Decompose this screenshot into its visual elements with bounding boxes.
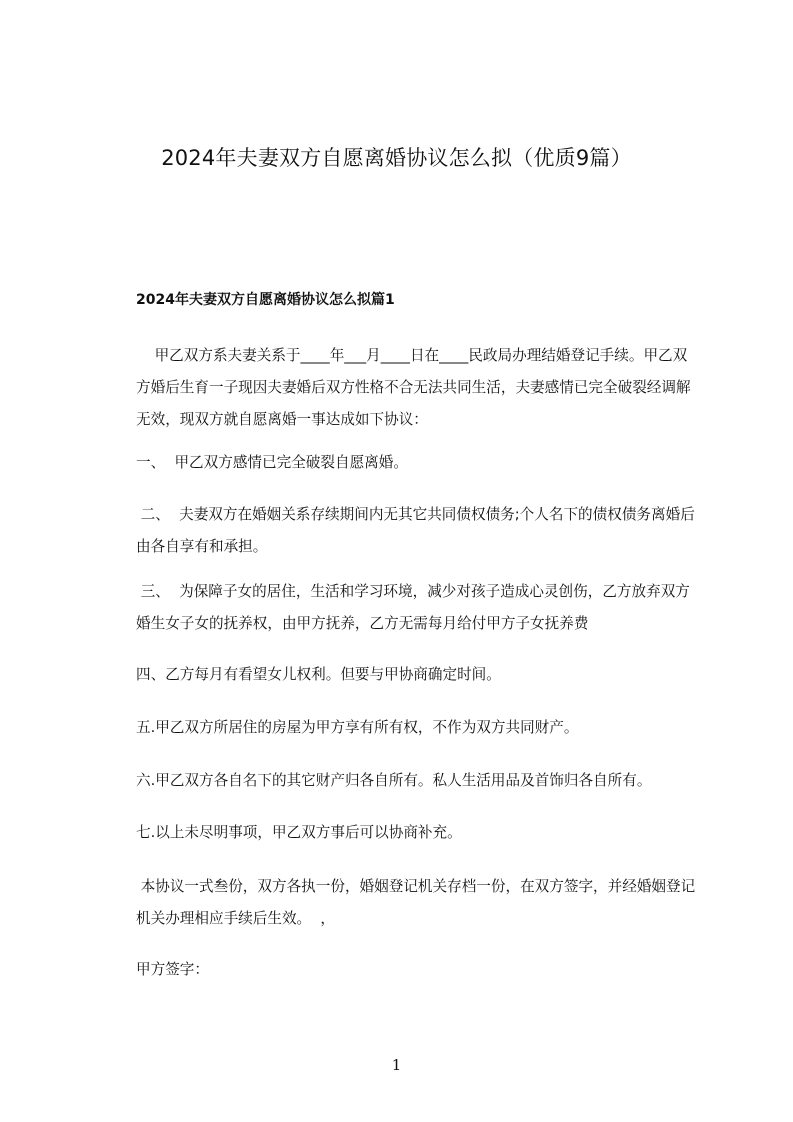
clause-5: 五.甲乙双方所居住的房屋为甲方享有所有权，不作为双方共同财产。 [136, 719, 579, 736]
clause-6: 六.甲乙双方各自名下的其它财产归各自所有。私人生活用品及首饰归各自所有。 [136, 772, 652, 789]
clause-3: 三、 为保障子女的居住，生活和学习环境，减少对孩子造成心灵创伤，乙方放弃双方婚生女子女的抚养权，由甲方抚养，乙方无需每月给付甲方子女抚养费 [136, 583, 690, 632]
closing-paragraph: 本协议一式叁份，双方各执一份，婚姻登记机关存档一份，在双方签字，并经婚姻登记机关办理相应手续后生效。 ， [136, 878, 696, 927]
intro-paragraph: 甲乙双方系夫妻关系于____年___月____日在____民政局办理结婚登记手续。甲乙双方婚后生育一子现因夫妻婚后双方性格不合无法共同生活，夫妻感情已完全破裂经调解无效，现双方就自愿离婚一事达成如下协议： [136, 347, 691, 428]
page-number: 1 [391, 1056, 402, 1074]
document-title: 2024年夫妻双方自愿离婚协议怎么拟（优质9篇） [161, 146, 632, 170]
clause-1: 一、 甲乙双方感情已完全破裂自愿离婚。 [136, 454, 408, 471]
clause-4: 四、乙方每月有看望女儿权利。但要与甲协商确定时间。 [136, 666, 501, 683]
section-heading: 2024年夫妻双方自愿离婚协议怎么拟篇1 [136, 292, 395, 308]
party-a-signature-label: 甲方签字： [136, 961, 209, 978]
clause-2: 二、 夫妻双方在婚姻关系存续期间内无其它共同债权债务;个人名下的债权债务离婚后由各自享有和承担。 [136, 506, 695, 555]
clause-7: 七.以上未尽明事项，甲乙双方事后可以协商补充。 [136, 824, 462, 841]
